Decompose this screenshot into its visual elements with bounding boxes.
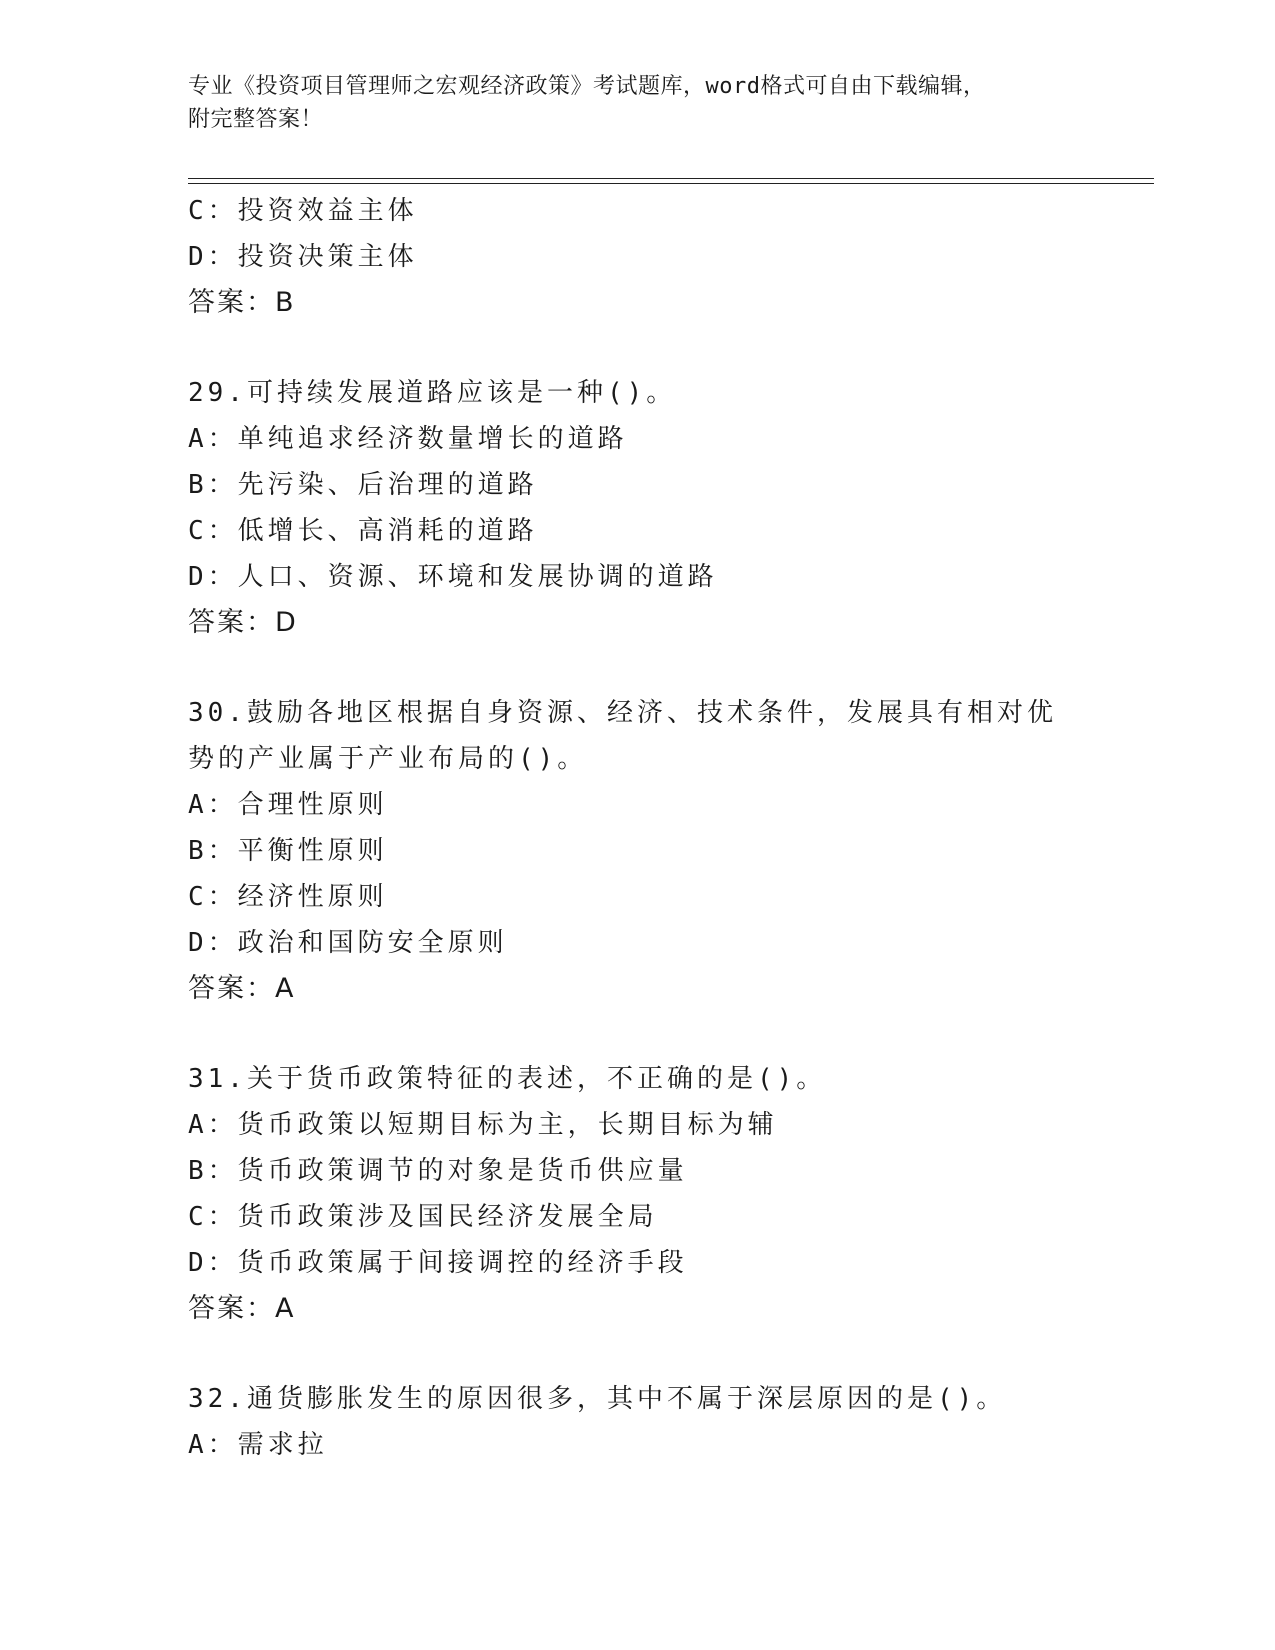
option-c: C：投资效益主体	[188, 196, 418, 226]
question-31	[188, 1056, 1154, 1332]
question-stem: 31.关于货币政策特征的表述，不正确的是()。	[188, 1064, 827, 1094]
option-d: D：货币政策属于间接调控的经济手段	[188, 1248, 688, 1278]
header-line-2: 附完整答案！	[188, 107, 324, 132]
spacer	[188, 1332, 1154, 1376]
option-d: D：政治和国防安全原则	[188, 928, 508, 958]
spacer	[188, 1012, 1154, 1056]
question-stem: 30.鼓励各地区根据自身资源、经济、技术条件，发展具有相对优势的产业属于产业布局的()。	[188, 698, 1057, 774]
option-b: B：平衡性原则	[188, 836, 388, 866]
answer-line: 答案：A	[188, 973, 296, 1004]
answer-line: 答案：B	[188, 287, 296, 318]
option-a: A：需求拉	[188, 1430, 328, 1460]
option-a: A：合理性原则	[188, 790, 388, 820]
option-c: C：低增长、高消耗的道路	[188, 516, 538, 546]
option-c: C：经济性原则	[188, 882, 388, 912]
spacer	[188, 646, 1154, 690]
question-29	[188, 370, 1154, 646]
question-stem: 29.可持续发展道路应该是一种()。	[188, 378, 677, 408]
option-b: B：先污染、后治理的道路	[188, 470, 538, 500]
question-30	[188, 690, 1154, 1012]
option-c: C：货币政策涉及国民经济发展全局	[188, 1202, 658, 1232]
question-fragment	[188, 188, 1154, 326]
header-line-1: 专业《投资项目管理师之宏观经济政策》考试题库，word格式可自由下载编辑，	[188, 74, 986, 99]
option-a: A：单纯追求经济数量增长的道路	[188, 424, 628, 454]
option-d: D：投资决策主体	[188, 242, 418, 272]
header-rule-bottom	[188, 183, 1154, 184]
question-list	[188, 188, 1154, 1468]
spacer	[188, 326, 1154, 370]
answer-line: 答案：A	[188, 1293, 296, 1324]
option-d: D：人口、资源、环境和发展协调的道路	[188, 562, 718, 592]
option-b: B：货币政策调节的对象是货币供应量	[188, 1156, 688, 1186]
answer-line: 答案：D	[188, 607, 298, 638]
question-stem: 32.通货膨胀发生的原因很多，其中不属于深层原因的是()。	[188, 1384, 1007, 1414]
document-header	[188, 70, 1088, 136]
question-32	[188, 1376, 1154, 1468]
option-a: A：货币政策以短期目标为主，长期目标为辅	[188, 1110, 778, 1140]
header-rule-top	[188, 178, 1154, 179]
